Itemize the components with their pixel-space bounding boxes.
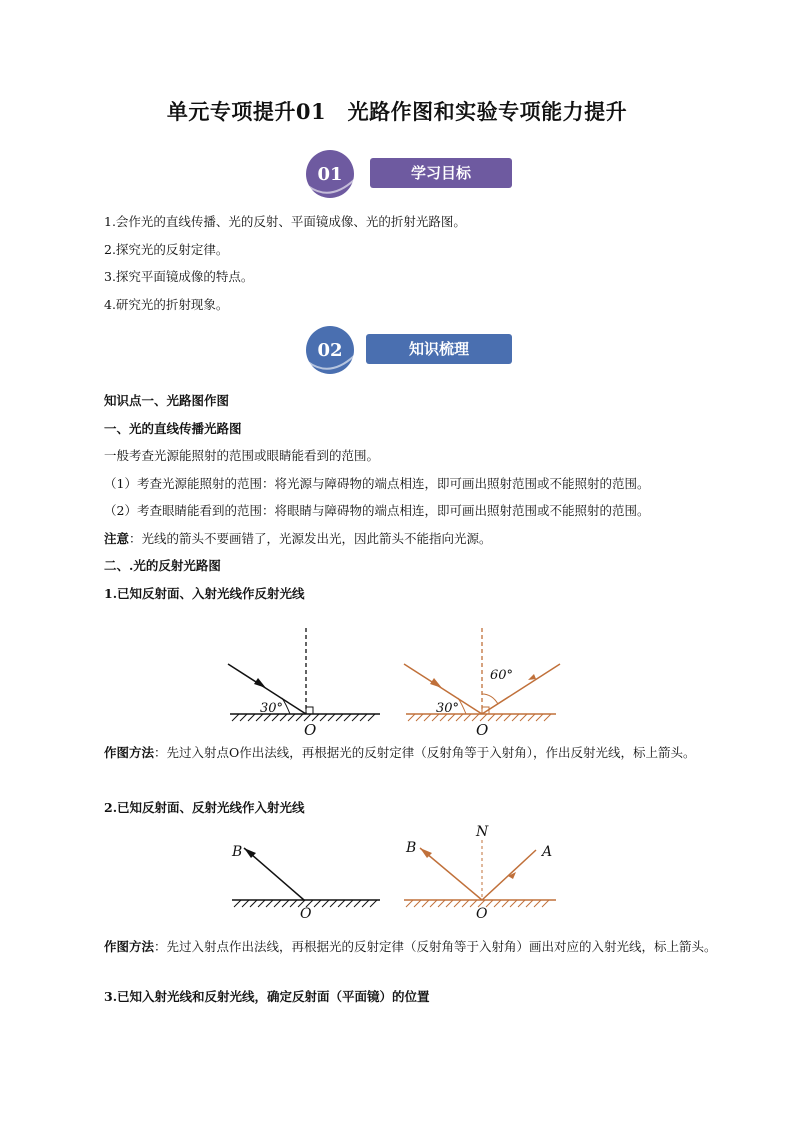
fig2-left-b: B xyxy=(232,844,243,860)
sub1-item-1: （1）考查光源能照射的范围：将光源与障碍物的端点相连，即可画出照射范围或不能照射的范围。 xyxy=(104,476,650,491)
fig1-right-origin: O xyxy=(476,721,489,739)
note-text: ：光线的箭头不要画错了，光源发出光，因此箭头不能指向光源。 xyxy=(129,531,492,546)
method-2-label: 作图方法 xyxy=(104,939,155,954)
fig2-left xyxy=(232,848,380,907)
badge-2-label: 知识梳理 xyxy=(408,340,470,358)
fig1-left-arrow xyxy=(254,678,266,688)
section-badge-2 xyxy=(300,326,520,374)
method-1-label: 作图方法 xyxy=(104,745,155,760)
sub2-heading: 二、.光的反射光路图 xyxy=(104,558,221,573)
objective-3: 3.探究平面镜成像的特点。 xyxy=(104,269,254,284)
sub1-text: 一般考查光源能照射的范围或眼睛能看到的范围。 xyxy=(104,448,380,463)
fig1-right-hatch xyxy=(408,714,551,721)
fig1-left-angle: 30° xyxy=(260,701,284,716)
fig1-left-hatch xyxy=(232,714,375,721)
kp1-heading: 知识点一、光路图作图 xyxy=(104,393,230,408)
fig1-left-right-angle xyxy=(306,707,313,714)
method-1-text: ：先过入射点O作出法线，再根据光的反射定律（反射角等于入射角），作出反射光线，标上箭头。 xyxy=(154,745,696,760)
figure-reflection-1 xyxy=(220,622,570,744)
objective-4: 4.研究光的折射现象。 xyxy=(104,297,229,312)
fig1-right-angle-top: 60° xyxy=(490,668,514,683)
objective-2: 2.探究光的反射定律。 xyxy=(104,242,229,257)
fig2-right-n: N xyxy=(476,824,489,840)
method-2 xyxy=(104,934,720,960)
section-badge-1 xyxy=(300,150,520,198)
case2-heading: 2.已知反射面、反射光线作入射光线 xyxy=(104,800,305,815)
figure-reflection-2 xyxy=(220,820,570,922)
fig2-right xyxy=(404,840,556,907)
note xyxy=(104,531,492,547)
fig2-right-a: A xyxy=(542,844,553,860)
fig2-right-o: O xyxy=(476,906,488,922)
case1-heading: 1.已知反射面、入射光线作反射光线 xyxy=(104,586,305,601)
sub1-heading: 一、光的直线传播光路图 xyxy=(104,421,242,436)
fig2-left-o: O xyxy=(300,906,312,922)
fig1-left xyxy=(228,628,380,721)
fig1-right-arrow-in xyxy=(430,678,442,688)
method-2-text: ：先过入射点作出法线，再根据光的反射定律（反射角等于入射角）画出对应的入射光线，标上箭头。 xyxy=(154,939,717,954)
method-1 xyxy=(104,740,720,766)
badge-2-number: 02 xyxy=(317,340,343,361)
fig1-left-origin: O xyxy=(304,721,317,739)
fig2-right-reflected-ray xyxy=(420,848,482,900)
fig2-right-b: B xyxy=(406,840,417,856)
case3-heading: 3.已知入射光线和反射光线，确定反射面（平面镜）的位置 xyxy=(104,989,430,1004)
objective-1: 1.会作光的直线传播、光的反射、平面镜成像、光的折射光路图。 xyxy=(104,214,466,229)
badge-1-label: 学习目标 xyxy=(410,164,472,182)
sub1-item-2: （2）考查眼睛能看到的范围：将眼睛与障碍物的端点相连，即可画出照射范围或不能照射的范围。 xyxy=(104,503,650,518)
fig1-right xyxy=(404,628,560,721)
fig1-right-arrow-out xyxy=(528,674,536,680)
fig1-right-angle-bottom: 30° xyxy=(436,701,460,716)
badge-1-number: 01 xyxy=(317,164,343,185)
note-label: 注意 xyxy=(104,531,130,546)
page-title: 单元专项提升01 光路作图和实验专项能力提升 xyxy=(166,99,628,124)
fig2-right-incident-ray xyxy=(482,850,536,900)
